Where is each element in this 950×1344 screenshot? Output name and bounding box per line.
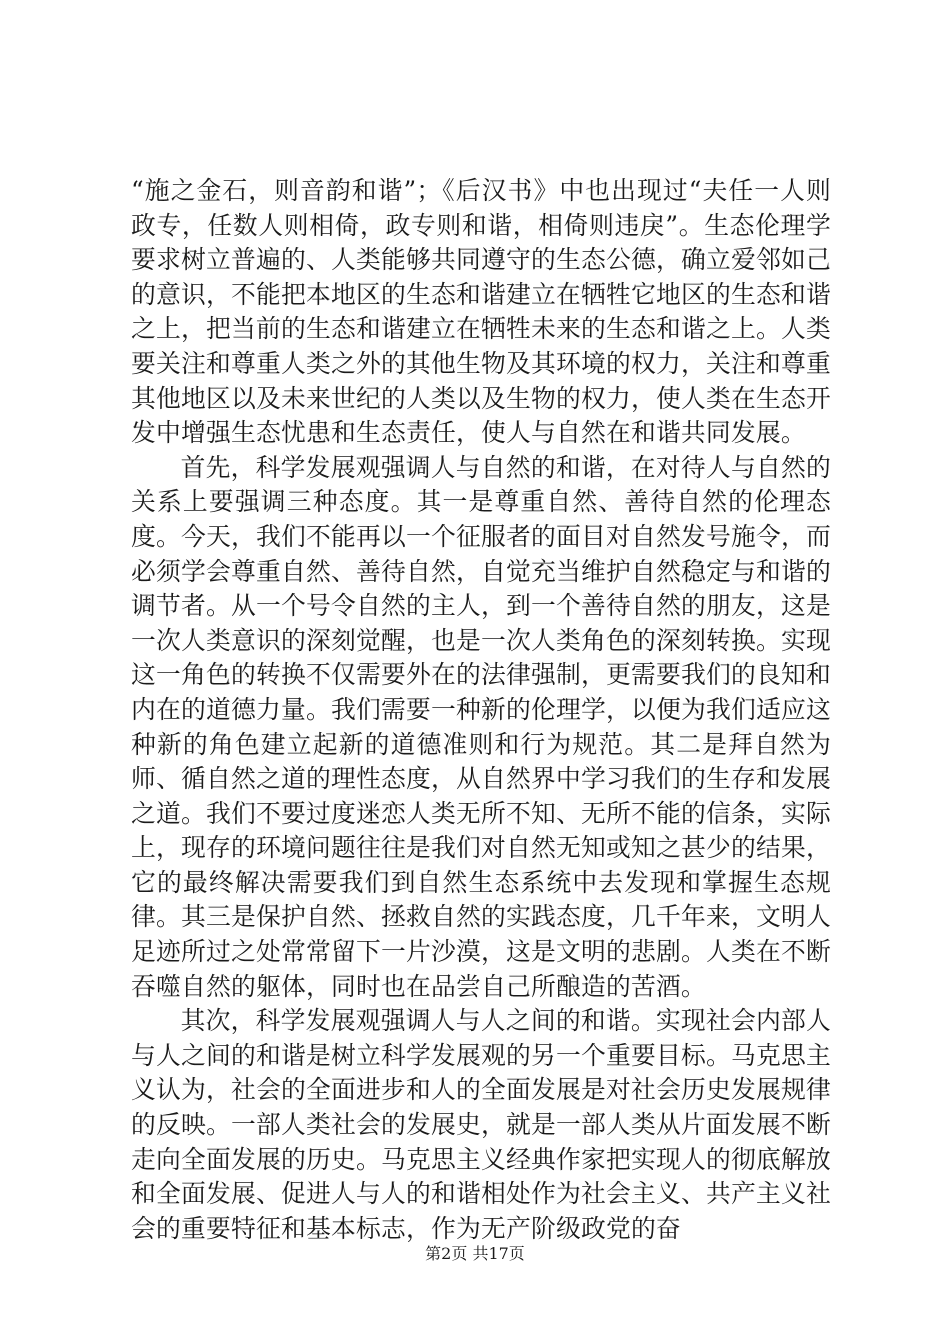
paragraph-3: 其次，科学发展观强调人与人之间的和谐。实现社会内部人与人之间的和谐是树立科学发展观的另一个重要目标。马克思主义认为，社会的全面进步和人的全面发展是对社会历史发展规律的反映。一部人类社会的发展史，就是一部人类从片面发展不断走向全面发展的历史。马克思主义经典作家把实现人的彻底解放和全面发展、促进人与人的和谐相处作为社会主义、共产主义社会的重要特征和基本标志，作为无产阶级政党的奋 [131, 1006, 831, 1243]
document-body [131, 174, 831, 1246]
paragraph-1: “施之金石，则音韵和谐”；《后汉书》中也出现过“夫任一人则政专，任数人则相倚，政专则和谐，相倚则违戾”。生态伦理学要求树立普遍的、人类能够共同遵守的生态公德，确立爱邻如己的意识，不能把本地区的生态和谐建立在牺牲它地区的生态和谐之上，把当前的生态和谐建立在牺牲未来的生态和谐之上。人类要关注和尊重人类之外的其他生物及其环境的权力，关注和尊重其他地区以及未来世纪的人类以及生物的权力，使人类在生态开发中增强生态忧患和生态责任，使人与自然在和谐共同发展。 [131, 176, 831, 448]
paragraph-2: 首先，科学发展观强调人与自然的和谐，在对待人与自然的关系上要强调三种态度。其一是尊重自然、善待自然的伦理态度。今天，我们不能再以一个征服者的面目对自然发号施令，而必须学会尊重自然、善待自然，自觉充当维护自然稳定与和谐的调节者。从一个号令自然的主人，到一个善待自然的朋友，这是一次人类意识的深刻觉醒，也是一次人类角色的深刻转换。实现这一角色的转换不仅需要外在的法律强制，更需要我们的良知和内在的道德力量。我们需要一种新的伦理学，以便为我们适应这种新的角色建立起新的道德准则和行为规范。其二是拜自然为师、循自然之道的理性态度，从自然界中学习我们的生存和发展之道。我们不要过度迷恋人类无所不知、无所不能的信条，实际上，现存的环境问题往往是我们对自然无知或知之甚少的结果，它的最终解决需要我们到自然生态系统中去发现和掌握生态规律。其三是保护自然、拯救自然的实践态度，几千年来，文明人足迹所过之处常常留下一片沙漠，这是文明的悲剧。人类在不断吞噬自然的躯体，同时也在品尝自己所酿造的苦酒。 [131, 452, 831, 1001]
page-number-footer: 第2页 共17页 [425, 1244, 525, 1263]
